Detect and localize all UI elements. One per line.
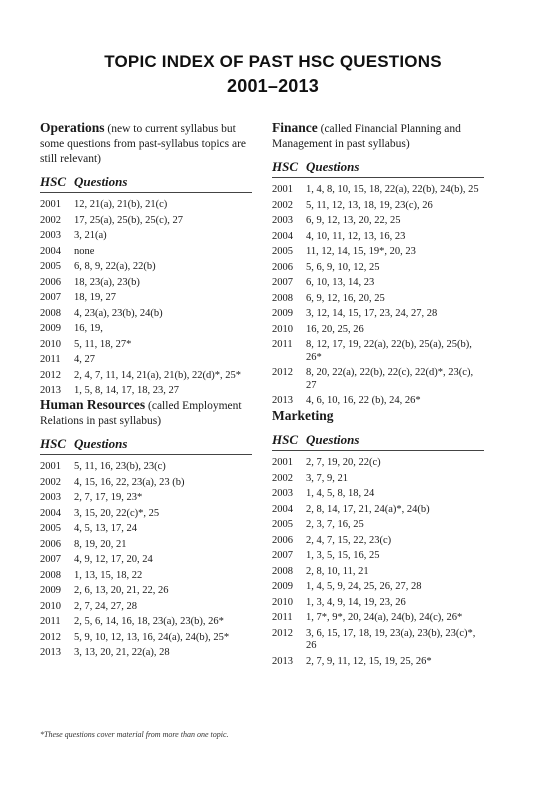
table-row xyxy=(40,246,252,259)
year-cell: 2002 xyxy=(272,472,293,484)
year-cell: 2008 xyxy=(40,307,61,319)
questions-cell: 1, 4, 5, 8, 18, 24 xyxy=(306,488,375,499)
section-note: (called Financial Planning and Management in past syllabus) xyxy=(272,123,461,150)
table-row xyxy=(272,246,484,259)
column-header-row xyxy=(40,174,252,193)
year-cell: 2006 xyxy=(40,276,61,288)
column-header-row xyxy=(272,159,484,178)
year-cell: 2005 xyxy=(40,523,61,534)
section-name: Marketing xyxy=(272,408,334,423)
questions-cell: 2, 6, 13, 20, 21, 22, 26 xyxy=(74,585,169,596)
year-cell: 2011 xyxy=(272,339,293,350)
table-row xyxy=(272,488,484,501)
table-row xyxy=(40,632,252,645)
questions-cell: 2, 4, 7, 11, 14, 21(a), 21(b), 22(d)*, 25* xyxy=(74,369,242,381)
questions-cell: 12, 21(a), 21(b), 21(c) xyxy=(74,199,168,210)
questions-cell: 5, 9, 10, 12, 13, 16, 24(a), 24(b), 25* xyxy=(74,631,230,643)
year-cell: 2007 xyxy=(40,292,61,303)
table-row xyxy=(272,535,484,548)
section-heading xyxy=(40,120,252,167)
year-cell: 2012 xyxy=(40,631,61,643)
questions-column-header: Questions xyxy=(74,436,128,451)
table-row xyxy=(40,508,252,521)
year-cell: 2001 xyxy=(272,457,293,468)
questions-cell: 1, 3, 4, 9, 14, 19, 23, 26 xyxy=(306,596,406,608)
table-row xyxy=(272,231,484,244)
questions-cell: 3, 12, 14, 15, 17, 23, 24, 27, 28 xyxy=(306,308,438,319)
year-cell: 2010 xyxy=(272,596,293,608)
year-cell: 2012 xyxy=(40,369,61,381)
table-row xyxy=(40,601,252,614)
table-row xyxy=(272,395,484,408)
table-row xyxy=(40,354,252,367)
year-cell: 2011 xyxy=(40,616,61,627)
table-row xyxy=(40,277,252,290)
section-heading xyxy=(40,397,252,429)
questions-cell: 11, 12, 14, 15, 19*, 20, 23 xyxy=(306,246,416,257)
table-row xyxy=(272,339,484,364)
table-row xyxy=(272,628,484,653)
questions-cell: 2, 5, 6, 14, 16, 18, 23(a), 23(b), 26* xyxy=(74,616,224,627)
year-cell: 2007 xyxy=(272,277,293,288)
table-row xyxy=(272,457,484,470)
table-row xyxy=(40,461,252,474)
table-row xyxy=(40,585,252,598)
table-row xyxy=(40,647,252,660)
table-row xyxy=(40,492,252,505)
column-header-row xyxy=(272,432,484,451)
year-cell: 2002 xyxy=(40,214,61,226)
questions-cell: 6, 8, 9, 22(a), 22(b) xyxy=(74,261,156,272)
table-row xyxy=(272,367,484,392)
section-operations xyxy=(40,120,252,401)
table-row xyxy=(40,339,252,352)
table-row xyxy=(40,292,252,305)
questions-cell: 4, 23(a), 23(b), 24(b) xyxy=(74,307,163,319)
year-cell: 2010 xyxy=(40,600,61,612)
year-cell: 2006 xyxy=(272,261,293,273)
questions-cell: 3, 13, 20, 21, 22(a), 28 xyxy=(74,647,170,658)
year-cell: 2013 xyxy=(272,655,293,667)
section-finance xyxy=(272,120,484,411)
questions-cell: 5, 11, 18, 27* xyxy=(74,338,132,350)
questions-cell: 1, 13, 15, 18, 22 xyxy=(74,569,143,581)
year-cell: 2004 xyxy=(40,245,61,257)
year-cell: 2008 xyxy=(272,565,293,577)
table-row xyxy=(40,385,252,398)
year-cell: 2013 xyxy=(40,647,61,658)
table-row xyxy=(40,261,252,274)
section-note: (new to current syllabus but some questions from past-syllabus topics are still relevant) xyxy=(40,123,247,165)
year-cell: 2005 xyxy=(272,246,293,257)
table-row xyxy=(272,184,484,197)
table-row xyxy=(40,477,252,490)
page-title: TOPIC INDEX OF PAST HSC QUESTIONS xyxy=(104,52,442,71)
year-cell: 2013 xyxy=(272,395,293,406)
year-cell: 2003 xyxy=(272,215,293,226)
questions-cell: 3, 6, 15, 17, 18, 19, 23(a), 23(b), 23(c)*, 26 xyxy=(306,627,476,651)
year-cell: 2009 xyxy=(272,308,293,319)
questions-cell: 4, 15, 16, 22, 23(a), 23 (b) xyxy=(74,476,185,488)
year-cell: 2005 xyxy=(272,519,293,530)
table-row xyxy=(40,215,252,228)
year-cell: 2008 xyxy=(40,569,61,581)
questions-cell: 18, 19, 27 xyxy=(74,292,116,303)
section-human-resources xyxy=(40,397,252,663)
questions-cell: 18, 23(a), 23(b) xyxy=(74,276,140,288)
questions-cell: 6, 9, 12, 16, 20, 25 xyxy=(306,292,385,304)
year-cell: 2004 xyxy=(272,503,293,515)
year-cell: 2003 xyxy=(272,488,293,499)
year-cell: 2003 xyxy=(40,492,61,503)
section-name: Operations xyxy=(40,120,105,135)
year-cell: 2012 xyxy=(272,627,293,639)
year-cell: 2011 xyxy=(272,612,293,623)
table-row xyxy=(272,581,484,594)
year-cell: 2008 xyxy=(272,292,293,304)
questions-cell: 8, 12, 17, 19, 22(a), 22(b), 25(a), 25(b), 26* xyxy=(306,339,472,363)
table-row xyxy=(40,554,252,567)
questions-cell: 1, 3, 5, 15, 16, 25 xyxy=(306,550,380,561)
table-row xyxy=(40,199,252,212)
table-row xyxy=(272,656,484,669)
footnote: *These questions cover material from more than one topic. xyxy=(40,730,229,739)
year-cell: 2009 xyxy=(272,581,293,592)
table-row xyxy=(272,262,484,275)
table-row xyxy=(40,570,252,583)
table-row xyxy=(272,200,484,213)
table-row xyxy=(40,616,252,629)
questions-column-header: Questions xyxy=(74,174,128,189)
questions-cell: 4, 6, 10, 16, 22 (b), 24, 26* xyxy=(306,395,421,406)
questions-cell: 5, 6, 9, 10, 12, 25 xyxy=(306,261,380,273)
table-row xyxy=(272,308,484,321)
year-cell: 2013 xyxy=(40,385,61,396)
questions-cell: 1, 7*, 9*, 20, 24(a), 24(b), 24(c), 26* xyxy=(306,612,463,623)
table-row xyxy=(40,308,252,321)
year-cell: 2001 xyxy=(272,184,293,195)
year-cell: 2012 xyxy=(272,367,293,378)
table-row xyxy=(272,612,484,625)
table-row xyxy=(272,566,484,579)
questions-cell: 6, 9, 12, 13, 20, 22, 25 xyxy=(306,215,401,226)
questions-cell: 8, 20, 22(a), 22(b), 22(c), 22(d)*, 23(c), 27 xyxy=(306,367,474,391)
section-name: Finance xyxy=(272,120,318,135)
questions-cell: 2, 8, 10, 11, 21 xyxy=(306,565,369,577)
hsc-column-header: HSC xyxy=(272,159,299,174)
questions-column-header: Questions xyxy=(306,432,360,447)
year-cell: 2004 xyxy=(272,230,293,242)
table-row xyxy=(272,504,484,517)
page-subtitle-years: 2001–2013 xyxy=(227,76,319,96)
year-cell: 2005 xyxy=(40,261,61,272)
questions-cell: 2, 3, 7, 16, 25 xyxy=(306,519,364,530)
year-cell: 2002 xyxy=(272,199,293,211)
section-marketing xyxy=(272,408,484,671)
questions-cell: 5, 11, 12, 13, 18, 19, 23(c), 26 xyxy=(306,199,433,211)
questions-cell: 2, 7, 24, 27, 28 xyxy=(74,600,137,612)
questions-cell: none xyxy=(74,245,95,257)
year-cell: 2009 xyxy=(40,585,61,596)
section-note: (called Employment Relations in past syllabus) xyxy=(40,400,242,427)
year-cell: 2011 xyxy=(40,354,61,365)
table-row xyxy=(272,550,484,563)
table-row xyxy=(272,519,484,532)
questions-cell: 4, 27 xyxy=(74,354,95,365)
table-row xyxy=(272,215,484,228)
year-cell: 2007 xyxy=(272,550,293,561)
questions-cell: 8, 19, 20, 21 xyxy=(74,538,127,550)
questions-cell: 3, 21(a) xyxy=(74,230,107,241)
questions-cell: 17, 25(a), 25(b), 25(c), 27 xyxy=(74,214,184,226)
questions-cell: 5, 11, 16, 23(b), 23(c) xyxy=(74,461,166,472)
section-name: Human Resources xyxy=(40,397,146,412)
table-row xyxy=(40,230,252,243)
year-cell: 2001 xyxy=(40,199,61,210)
questions-cell: 2, 7, 9, 11, 12, 15, 19, 25, 26* xyxy=(306,655,432,667)
questions-cell: 3, 15, 20, 22(c)*, 25 xyxy=(74,507,160,519)
table-row xyxy=(40,370,252,383)
year-cell: 2007 xyxy=(40,554,61,565)
year-cell: 2010 xyxy=(272,323,293,335)
table-row xyxy=(40,523,252,536)
hsc-column-header: HSC xyxy=(40,436,67,451)
year-cell: 2009 xyxy=(40,323,61,334)
questions-cell: 2, 7, 19, 20, 22(c) xyxy=(306,457,381,468)
questions-cell: 4, 9, 12, 17, 20, 24 xyxy=(74,554,153,565)
questions-cell: 3, 7, 9, 21 xyxy=(306,472,348,484)
questions-cell: 2, 4, 7, 15, 22, 23(c) xyxy=(306,534,392,546)
column-header-row xyxy=(40,436,252,455)
table-row xyxy=(40,539,252,552)
year-cell: 2002 xyxy=(40,476,61,488)
year-cell: 2004 xyxy=(40,507,61,519)
table-row xyxy=(272,473,484,486)
table-row xyxy=(272,277,484,290)
hsc-column-header: HSC xyxy=(40,174,67,189)
table-row xyxy=(272,597,484,610)
questions-cell: 1, 4, 5, 9, 24, 25, 26, 27, 28 xyxy=(306,581,422,592)
questions-cell: 2, 7, 17, 19, 23* xyxy=(74,492,143,503)
year-cell: 2010 xyxy=(40,338,61,350)
year-cell: 2006 xyxy=(40,538,61,550)
questions-cell: 6, 10, 13, 14, 23 xyxy=(306,277,375,288)
table-row xyxy=(40,323,252,336)
section-heading xyxy=(272,408,484,425)
hsc-column-header: HSC xyxy=(272,432,299,447)
questions-cell: 16, 20, 25, 26 xyxy=(306,323,364,335)
questions-cell: 2, 8, 14, 17, 21, 24(a)*, 24(b) xyxy=(306,503,430,515)
section-heading xyxy=(272,120,484,152)
year-cell: 2006 xyxy=(272,534,293,546)
questions-cell: 4, 10, 11, 12, 13, 16, 23 xyxy=(306,230,406,242)
table-row xyxy=(272,324,484,337)
questions-cell: 1, 4, 8, 10, 15, 18, 22(a), 22(b), 24(b), 25 xyxy=(306,184,479,195)
questions-cell: 1, 5, 8, 14, 17, 18, 23, 27 xyxy=(74,385,179,396)
table-row xyxy=(272,293,484,306)
year-cell: 2001 xyxy=(40,461,61,472)
questions-column-header: Questions xyxy=(306,159,360,174)
questions-cell: 4, 5, 13, 17, 24 xyxy=(74,523,137,534)
year-cell: 2003 xyxy=(40,230,61,241)
questions-cell: 16, 19, xyxy=(74,323,103,334)
